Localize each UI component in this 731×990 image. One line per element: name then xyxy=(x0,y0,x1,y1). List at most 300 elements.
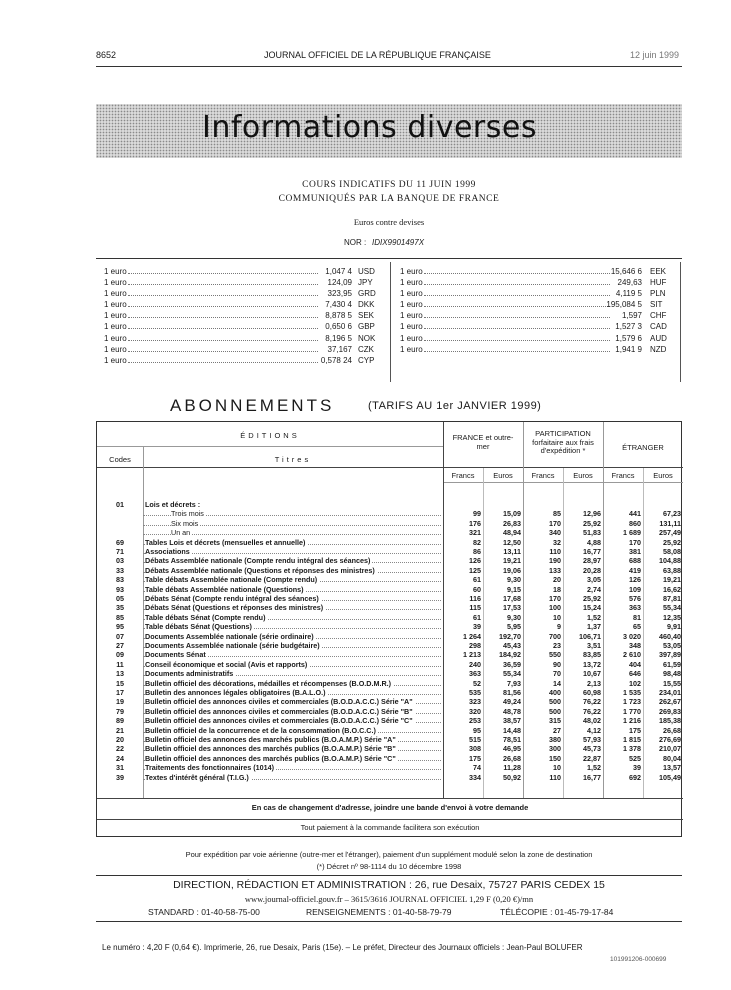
row-value: 257,49 xyxy=(659,528,681,538)
table-row xyxy=(97,650,683,659)
leader-dots xyxy=(424,317,610,318)
row-value: 18 xyxy=(553,584,561,594)
cours-line1: COURS INDICATIFS DU 11 JUIN 1999 xyxy=(302,180,476,190)
issue-date: 12 juin 1999 xyxy=(630,50,680,60)
renseignements-phone: RENSEIGNEMENTS : 01-40-58-79-79 xyxy=(306,907,452,917)
row-value: 48,94 xyxy=(503,528,521,538)
currency-code: USD xyxy=(358,267,375,276)
sub-francs-3: Francs xyxy=(611,471,635,480)
row-value: 7,93 xyxy=(507,678,521,688)
row-code: 03 xyxy=(116,556,124,566)
row-code: 17 xyxy=(116,688,124,697)
rate-label: 1 euro xyxy=(104,267,127,276)
row-value: 102 xyxy=(629,678,641,688)
row-code: 69 xyxy=(116,537,124,547)
row-title-text: Bulletin officiel des décorations, médailles et récompenses (B.O.D.M.R.) xyxy=(145,678,392,688)
rates-left xyxy=(104,266,382,366)
rate-label: 1 euro xyxy=(104,333,127,343)
row-value: 85 xyxy=(553,509,561,519)
row-value: 126 xyxy=(469,556,481,566)
row-value: 74 xyxy=(473,763,481,773)
leader-dots xyxy=(424,273,610,274)
currency-code: CYP xyxy=(358,355,375,365)
table-row xyxy=(97,744,683,753)
table-row xyxy=(97,538,683,547)
nor-value: IDIX9901497X xyxy=(372,238,425,247)
row-value: 126 xyxy=(629,575,641,585)
currency-code: PLN xyxy=(650,289,666,299)
leader-dots xyxy=(128,306,318,307)
row-value: 184,92 xyxy=(499,650,521,660)
row-value: 78,51 xyxy=(503,735,521,744)
table-row xyxy=(97,622,683,631)
table-row xyxy=(97,716,683,725)
rate-row xyxy=(400,333,670,344)
row-title xyxy=(143,519,443,528)
row-value: 55,34 xyxy=(503,669,521,679)
row-value: 1,37 xyxy=(587,622,601,632)
rate-label: 1 euro xyxy=(104,278,127,288)
row-value: 190 xyxy=(549,556,561,566)
row-value: 100 xyxy=(549,603,561,613)
row-title-text: Bulletin officiel des annonces des marchés publics (B.O.A.M.P.) Série "B" xyxy=(145,744,396,754)
payment-note: Tout paiement à la commande facilitera son exécution xyxy=(300,823,480,832)
row-title-text: Débats Sénat (Compte rendu intégral des séances) xyxy=(145,594,319,603)
row-value: 240 xyxy=(469,659,481,669)
row-value: 253 xyxy=(469,716,481,726)
rate-value: 15,646 6 xyxy=(610,267,642,276)
row-title-text: Trois mois xyxy=(171,509,204,519)
rate-label: 1 euro xyxy=(400,311,423,321)
currency-code: DKK xyxy=(358,300,375,310)
table-row xyxy=(97,603,683,612)
row-value: 61 xyxy=(473,575,481,585)
row-code: 21 xyxy=(116,725,124,735)
row-value: 76,22 xyxy=(583,697,601,707)
leader-dots xyxy=(424,295,610,296)
row-value: 53,05 xyxy=(663,641,681,650)
row-value: 419 xyxy=(629,565,641,575)
row-code: 89 xyxy=(116,716,124,726)
rate-label: 1 euro xyxy=(400,333,423,343)
row-value: 404 xyxy=(629,659,641,669)
row-value: 25,92 xyxy=(583,518,601,528)
row-value: 19,21 xyxy=(663,575,681,585)
row-value: 95 xyxy=(473,725,481,735)
row-value: 61 xyxy=(473,612,481,622)
leader-dots xyxy=(424,351,610,352)
row-value: 46,95 xyxy=(503,744,521,754)
leader-dots xyxy=(128,328,318,329)
row-value: 14 xyxy=(553,678,561,688)
row-title xyxy=(143,509,443,518)
direction-address: DIRECTION, RÉDACTION ET ADMINISTRATION : 26, rue Desaix, 75727 PARIS CEDEX 15 xyxy=(173,879,605,891)
row-value: 87,81 xyxy=(663,594,681,603)
row-value: 10 xyxy=(553,612,561,622)
row-value: 22,87 xyxy=(583,753,601,763)
row-value: 500 xyxy=(549,706,561,716)
journal-title: JOURNAL OFFICIEL DE LA RÉPUBLIQUE FRANÇAISE xyxy=(264,50,491,60)
editions-rule xyxy=(97,446,443,447)
row-value: 26,83 xyxy=(503,518,521,528)
row-value: 9,30 xyxy=(507,575,521,585)
row-title-text: Bulletin officiel des annonces civiles et commerciales (B.O.D.A.C.C.) Série "B" xyxy=(145,706,413,716)
row-value: 12,50 xyxy=(503,537,521,547)
direction-web: www.journal-officiel.gouv.fr – 3615/3616 JOURNAL OFFICIEL 1,29 F (0,20 €)/mn xyxy=(244,894,534,904)
row-value: 52 xyxy=(473,678,481,688)
rate-label: 1 euro xyxy=(104,344,127,354)
row-value: 860 xyxy=(629,518,641,528)
row-title xyxy=(143,650,443,659)
tarifs-note: (TARIFS AU 1er JANVIER 1999) xyxy=(368,400,542,412)
row-value: 646 xyxy=(629,669,641,679)
row-code: 09 xyxy=(116,650,124,660)
row-title-text: Bulletin officiel des annonces des marchés publics (B.O.A.M.P.) Série "C" xyxy=(145,753,396,763)
row-title-text: Bulletin officiel de la concurrence et de la consommation (B.O.C.C.) xyxy=(145,725,376,735)
leader-dots xyxy=(424,284,610,285)
row-value: 13,72 xyxy=(583,659,601,669)
section-banner xyxy=(96,104,682,158)
rate-label: 1 euro xyxy=(104,311,127,321)
footer-price-line: Le numéro : 4,20 F (0,64 €). Imprimerie, 26, rue Desaix, Paris (15e). – Le préfet, Directeur des Journaux officiels : Jean-Paul BOLUFER xyxy=(102,943,583,952)
rate-value: 124,09 xyxy=(327,278,352,288)
row-title-text: Tables Lois et décrets (mensuelles et annuelle) xyxy=(145,537,306,547)
row-value: 12,96 xyxy=(583,509,601,519)
row-value: 50,92 xyxy=(503,772,521,782)
row-value: 1 689 xyxy=(623,528,641,538)
row-value: 10,67 xyxy=(583,669,601,679)
row-value: 276,69 xyxy=(659,735,681,744)
table-row xyxy=(97,754,683,763)
row-title-text: Table débats Sénat (Compte rendu) xyxy=(145,612,266,622)
rate-label: 1 euro xyxy=(104,300,127,310)
rate-value: 1,527 3 xyxy=(615,322,642,332)
row-value: 400 xyxy=(549,688,561,697)
table-row xyxy=(97,528,683,537)
leader-dots xyxy=(424,340,610,341)
row-value: 3,05 xyxy=(587,575,601,585)
row-value: 82 xyxy=(473,537,481,547)
row-value: 60 xyxy=(473,584,481,594)
row-value: 15,09 xyxy=(503,509,521,519)
rate-label: 1 euro xyxy=(104,355,127,365)
row-value: 9 xyxy=(557,622,561,632)
table-row xyxy=(97,697,683,706)
row-code: 19 xyxy=(116,697,124,707)
row-value: 441 xyxy=(629,509,641,519)
row-value: 321 xyxy=(469,528,481,538)
sub-euros-2: Euros xyxy=(573,471,593,480)
row-value: 11,28 xyxy=(503,763,521,773)
rate-label: 1 euro xyxy=(400,278,423,288)
sub-euros-1: Euros xyxy=(493,471,513,480)
row-value: 262,67 xyxy=(659,697,681,707)
rate-row xyxy=(400,277,670,288)
row-value: 12,35 xyxy=(663,612,681,622)
rate-row xyxy=(104,288,382,299)
standard-phone: STANDARD : 01-40-58-75-00 xyxy=(148,907,260,917)
cours-line2: COMMUNIQUÉS PAR LA BANQUE DE FRANCE xyxy=(278,194,500,204)
row-value: 23 xyxy=(553,641,561,650)
row-title xyxy=(143,726,443,735)
row-title xyxy=(143,528,443,537)
row-title-text: Table débats Assemblée nationale (Questions) xyxy=(145,584,304,594)
row-value: 340 xyxy=(549,528,561,538)
row-title xyxy=(143,669,443,678)
row-value: 175 xyxy=(629,725,641,735)
rates-separator xyxy=(390,262,391,382)
row-title xyxy=(143,716,443,725)
currency-code: AUD xyxy=(650,333,667,343)
row-value: 176 xyxy=(469,518,481,528)
row-value: 363 xyxy=(469,669,481,679)
row-title-text: Débats Assemblée nationale (Compte rendu intégral des séances) xyxy=(145,556,371,566)
rate-label: 1 euro xyxy=(400,289,423,299)
row-value: 3,51 xyxy=(587,641,601,650)
row-title xyxy=(143,641,443,650)
header-codes: Codes xyxy=(109,455,131,464)
table-row xyxy=(97,556,683,565)
rate-value: 7,430 4 xyxy=(325,300,352,310)
row-value: 9,15 xyxy=(507,584,521,594)
row-title-text: Conseil économique et social (Avis et rapports) xyxy=(145,659,308,669)
row-value: 60,98 xyxy=(583,688,601,697)
row-value: 116 xyxy=(469,594,481,603)
row-value: 175 xyxy=(469,753,481,763)
row-code: 11 xyxy=(116,659,124,669)
header-participation: PARTICIPATION forfaitaire aux frais d'expédition * xyxy=(532,429,594,455)
row-code: 39 xyxy=(116,772,124,782)
currency-code: HUF xyxy=(650,278,667,288)
row-value: 26,68 xyxy=(503,753,521,763)
row-value: 1 378 xyxy=(623,744,641,754)
row-value: 58,08 xyxy=(663,547,681,556)
row-value: 550 xyxy=(549,650,561,660)
table-row xyxy=(97,688,683,697)
row-title-text: Bulletin officiel des annonces des marchés publics (B.O.A.M.P.) Série "A" xyxy=(145,735,396,744)
rate-label: 1 euro xyxy=(400,344,423,354)
rate-row xyxy=(104,266,382,277)
table-row xyxy=(97,660,683,669)
rate-label: 1 euro xyxy=(400,300,423,310)
row-value: 25,92 xyxy=(663,537,681,547)
table-row xyxy=(97,735,683,744)
currency-code: GRD xyxy=(358,289,376,299)
header-etranger: ÉTRANGER xyxy=(622,443,664,452)
rate-value: 1,941 9 xyxy=(615,344,642,354)
sub-francs-2: Francs xyxy=(531,471,555,480)
row-value: 688 xyxy=(629,556,641,566)
header-editions: ÉDITIONS xyxy=(240,431,300,440)
row-value: 45,43 xyxy=(503,641,521,650)
row-code: 01 xyxy=(116,500,124,509)
row-code: 93 xyxy=(116,584,124,594)
row-value: 83,85 xyxy=(583,650,601,660)
row-value: 348 xyxy=(629,641,641,650)
row-title-text: Bulletin officiel des annonces civiles et commerciales (B.O.D.A.C.C.) Série "A" xyxy=(145,697,413,707)
notice-rule xyxy=(97,819,683,820)
row-title xyxy=(143,613,443,622)
row-value: 700 xyxy=(549,631,561,641)
row-title xyxy=(143,763,443,772)
row-value: 1 770 xyxy=(623,706,641,716)
row-title-text: Débats Sénat (Questions et réponses des ministres) xyxy=(145,603,324,613)
row-value: 576 xyxy=(629,594,641,603)
row-value: 9,91 xyxy=(667,622,681,632)
row-value: 2,74 xyxy=(587,584,601,594)
row-code: 07 xyxy=(116,631,124,641)
row-value: 13,11 xyxy=(503,547,521,556)
row-value: 1 723 xyxy=(623,697,641,707)
row-title xyxy=(143,594,443,603)
row-title-text: Table débats Assemblée nationale (Compte rendu) xyxy=(145,575,318,585)
row-title-text: Bulletin des annonces légales obligatoires (B.A.L.O.) xyxy=(145,688,326,697)
row-value: 65 xyxy=(633,622,641,632)
row-value: 17,68 xyxy=(503,594,521,603)
currency-code: CAD xyxy=(650,322,667,332)
row-title-text: Associations xyxy=(145,547,190,556)
leader-dots xyxy=(424,328,610,329)
rate-label: 1 euro xyxy=(400,267,423,276)
row-value: 106,71 xyxy=(579,631,601,641)
leader-dots xyxy=(128,273,318,274)
row-title xyxy=(143,735,443,744)
row-value: 125 xyxy=(469,565,481,575)
rate-row xyxy=(400,344,670,355)
rate-row xyxy=(104,277,382,288)
row-code: 83 xyxy=(116,575,124,585)
row-code: 85 xyxy=(116,612,124,622)
row-value: 16,77 xyxy=(583,772,601,782)
row-value: 1,52 xyxy=(587,612,601,622)
row-value: 9,30 xyxy=(507,612,521,622)
currency-code: JPY xyxy=(358,278,373,288)
rate-value: 37,167 xyxy=(327,344,352,354)
table-row xyxy=(97,500,683,509)
header-titres: Titres xyxy=(274,455,312,464)
leader-dots xyxy=(128,284,318,285)
table-row xyxy=(97,707,683,716)
rate-row xyxy=(104,310,382,321)
row-value: 13,57 xyxy=(663,763,681,773)
table-row xyxy=(97,669,683,678)
row-code: 79 xyxy=(116,706,124,716)
rate-row xyxy=(104,299,382,310)
row-value: 110 xyxy=(549,547,561,556)
row-value: 1 216 xyxy=(623,716,641,726)
rates-right xyxy=(400,266,670,355)
row-value: 185,38 xyxy=(659,716,681,726)
row-title xyxy=(143,603,443,612)
row-title-text: Documents Sénat xyxy=(145,650,206,660)
row-title xyxy=(143,566,443,575)
row-value: 104,88 xyxy=(659,556,681,566)
row-title xyxy=(143,538,443,547)
row-title xyxy=(143,773,443,782)
row-value: 460,40 xyxy=(659,631,681,641)
row-value: 1 264 xyxy=(463,631,481,641)
row-value: 515 xyxy=(469,735,481,744)
row-title xyxy=(143,688,443,697)
row-value: 16,77 xyxy=(583,547,601,556)
row-value: 363 xyxy=(629,603,641,613)
row-code: 05 xyxy=(116,594,124,603)
row-value: 1 815 xyxy=(623,735,641,744)
table-row xyxy=(97,641,683,650)
table-row xyxy=(97,519,683,528)
row-value: 210,07 xyxy=(659,744,681,754)
abonnements-title: ABONNEMENTS xyxy=(170,396,335,415)
rate-value: 8,196 5 xyxy=(325,333,352,343)
table-row xyxy=(97,763,683,772)
row-value: 131,11 xyxy=(659,518,681,528)
row-value: 10 xyxy=(553,763,561,773)
row-value: 80,04 xyxy=(663,753,681,763)
leader-dots xyxy=(128,295,318,296)
currency-code: NOK xyxy=(358,333,376,343)
currency-code: EEK xyxy=(650,267,667,276)
row-value: 1,52 xyxy=(587,763,601,773)
direction-top-rule xyxy=(96,875,682,876)
row-value: 90 xyxy=(553,659,561,669)
row-value: 32 xyxy=(553,537,561,547)
row-code: 27 xyxy=(116,641,124,650)
row-value: 67,23 xyxy=(663,509,681,519)
table-row xyxy=(97,575,683,584)
telecopie-fax: TÉLÉCOPIE : 01-45-79-17-84 xyxy=(500,907,614,917)
abonnements-table xyxy=(96,421,682,837)
row-value: 49,24 xyxy=(503,697,521,707)
row-value: 170 xyxy=(549,594,561,603)
table-row xyxy=(97,613,683,622)
rate-row xyxy=(104,333,382,344)
row-title xyxy=(143,585,443,594)
page-number: 8652 xyxy=(96,50,117,60)
row-title xyxy=(143,556,443,565)
row-value: 170 xyxy=(549,518,561,528)
row-value: 26,68 xyxy=(663,725,681,735)
row-title xyxy=(143,547,443,556)
row-value: 334 xyxy=(469,772,481,782)
row-value: 45,73 xyxy=(583,744,601,754)
rate-label: 1 euro xyxy=(400,322,423,332)
row-value: 4,88 xyxy=(587,537,601,547)
row-title-text: Bulletin officiel des annonces civiles et commerciales (B.O.D.A.C.C.) Série "C" xyxy=(145,716,413,726)
row-value: 381 xyxy=(629,547,641,556)
row-value: 19,21 xyxy=(503,556,521,566)
row-value: 2,13 xyxy=(587,678,601,688)
row-value: 81 xyxy=(633,612,641,622)
row-value: 51,83 xyxy=(583,528,601,538)
rate-value: 4,119 5 xyxy=(615,289,642,299)
rate-row xyxy=(400,321,670,332)
sub-euros-3: Euros xyxy=(653,471,673,480)
row-code: 35 xyxy=(116,603,124,613)
row-code: 24 xyxy=(116,753,124,763)
row-value: 323 xyxy=(469,697,481,707)
row-title xyxy=(143,707,443,716)
row-value: 61,59 xyxy=(663,659,681,669)
row-value: 5,95 xyxy=(507,622,521,632)
row-code: 22 xyxy=(116,744,124,754)
row-value: 14,48 xyxy=(503,725,521,735)
table-row xyxy=(97,509,683,518)
currency-code: SIT xyxy=(650,300,663,310)
row-value: 70 xyxy=(553,669,561,679)
row-value: 19,06 xyxy=(503,565,521,575)
nor-label: NOR : xyxy=(344,238,367,247)
row-value: 380 xyxy=(549,735,561,744)
